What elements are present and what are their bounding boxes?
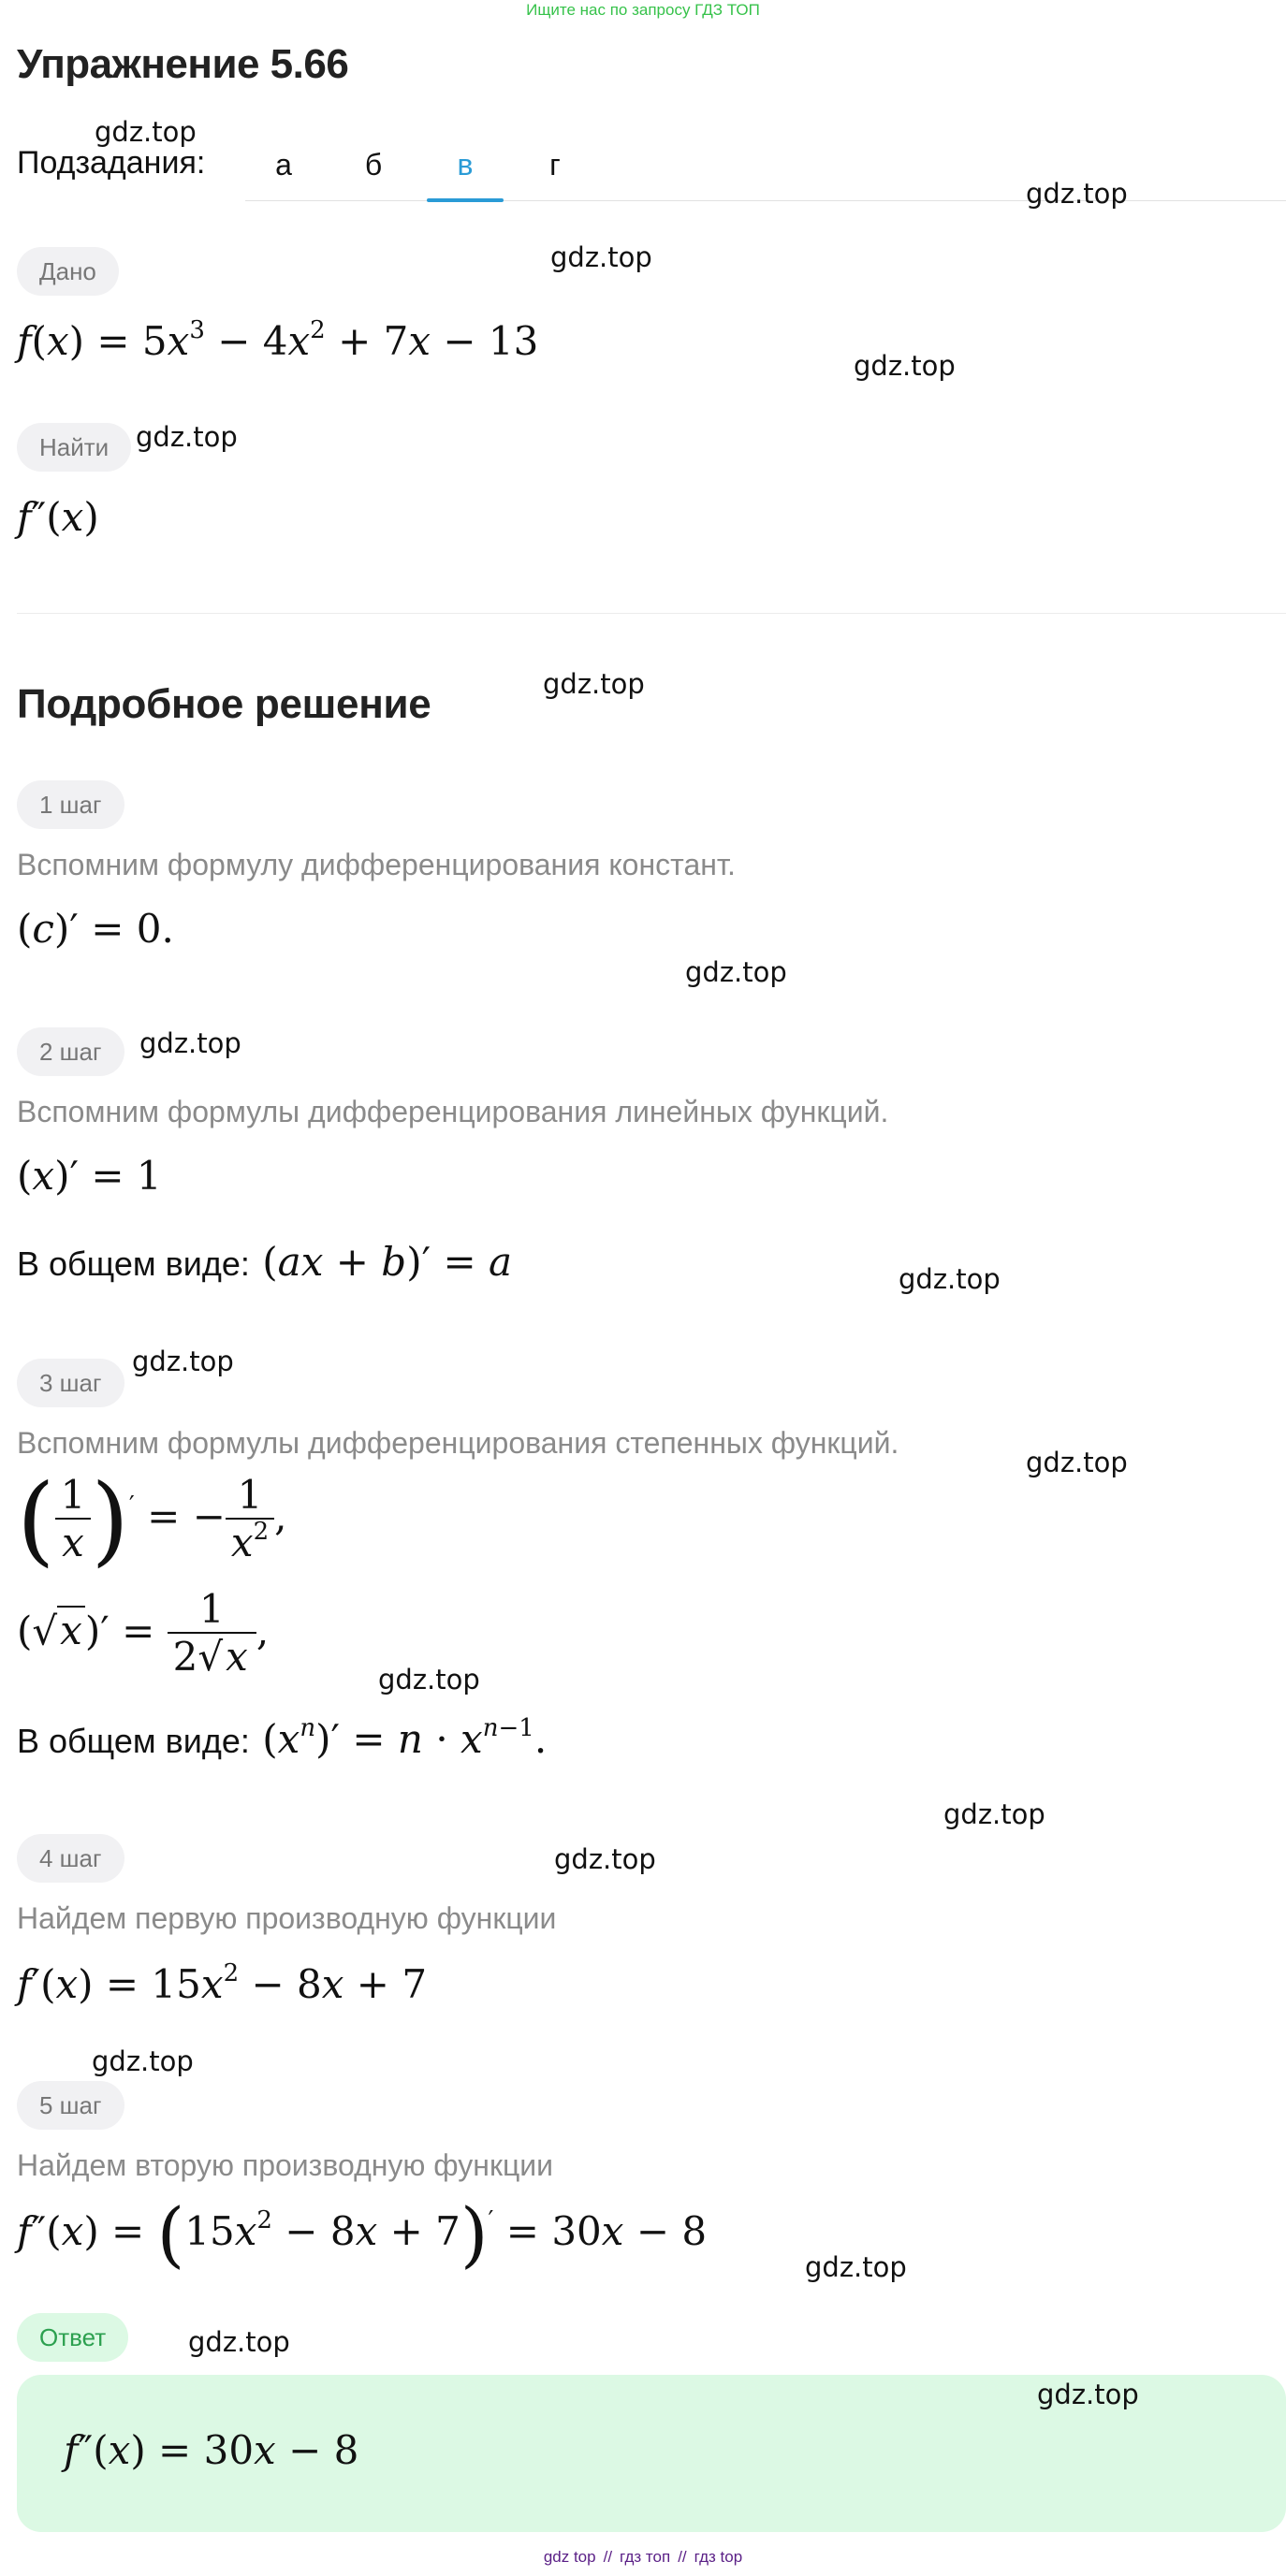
step-2-pill: 2 шаг: [17, 1027, 124, 1076]
tab-v-active[interactable]: в: [427, 131, 504, 201]
watermark: gdz.top: [805, 2251, 907, 2283]
footer-link[interactable]: gdz top: [543, 2548, 596, 2566]
step-2-general: В общем виде: (ax + b)′ = a: [17, 1239, 513, 1285]
watermark: gdz.top: [188, 2326, 290, 2358]
step-5-formula: $f''(x) = (15x^2 - 8x + 7)' = 30x - 8$: [17, 2192, 708, 2276]
step-4-text: Найдем первую производную функции: [17, 1901, 557, 1935]
step-2-formula: (x)′ = 1: [17, 1153, 162, 1199]
step-4-formula: $f'(x) = 15x^2 - 8x + 7$: [17, 1959, 428, 2007]
tab-b[interactable]: б: [364, 148, 383, 182]
step-5-text: Найдем вторую производную функции: [17, 2148, 554, 2182]
section-divider: [17, 613, 1286, 614]
watermark: gdz.top: [543, 668, 645, 700]
watermark: gdz.top: [550, 241, 652, 273]
step-5-pill: 5 шаг: [17, 2081, 124, 2130]
subtasks-label: Подзадания:: [17, 145, 206, 181]
step-2-general-label: В общем виде:: [17, 1244, 250, 1283]
footer-links: [0, 2548, 1286, 2567]
answer-pill: Ответ: [17, 2313, 128, 2362]
watermark: gdz.top: [1037, 2379, 1139, 2410]
footer-separator: //: [603, 2548, 613, 2566]
solution-title: Подробное решение: [17, 681, 431, 727]
watermark: gdz.top: [899, 1263, 1001, 1295]
watermark: gdz.top: [1026, 1447, 1128, 1478]
step-1-text: Вспомним формулу дифференцирования констант.: [17, 848, 736, 881]
watermark: gdz.top: [685, 956, 787, 988]
tab-g[interactable]: г: [549, 148, 561, 182]
footer-separator: //: [678, 2548, 687, 2566]
step-3-formula-sqrt: (√x)′ = $\frac{1}{2√x}$ ,: [17, 1586, 270, 1681]
tab-a[interactable]: а: [275, 148, 292, 182]
subtask-tabs: [245, 131, 1286, 201]
footer-link[interactable]: гдз top: [694, 2548, 743, 2566]
answer-formula: f″(x) = 30x − 8: [64, 2427, 359, 2473]
watermark: gdz.top: [854, 350, 956, 382]
step-4-pill: 4 шаг: [17, 1834, 124, 1883]
page-title: Упражнение 5.66: [17, 41, 349, 87]
step-1-formula: (c)′ = 0.: [17, 906, 174, 952]
top-banner: Ищите нас по запросу ГДЗ ТОП: [526, 1, 760, 19]
watermark: gdz.top: [1026, 178, 1128, 210]
step-3-general-label: В общем виде:: [17, 1722, 250, 1760]
step-2-text: Вспомним формулы дифференцирования линейных функций.: [17, 1095, 889, 1128]
watermark: gdz.top: [132, 1346, 234, 1377]
step-3-general: В общем виде: $(x^n)' = n \cdot x^{n-1}$.: [17, 1714, 548, 1762]
find-formula: f″(x): [17, 494, 99, 540]
step-3-formula-reciprocal: ( $\frac{1}{x}$ )′ = − $\frac{1}{x^2}$ ,: [17, 1463, 287, 1577]
find-pill: Найти: [17, 423, 131, 472]
watermark: gdz.top: [554, 1843, 656, 1875]
watermark: gdz.top: [139, 1027, 241, 1059]
given-formula: $f(x) = 5x^3 - 4x^2 + 7x - 13$: [17, 316, 539, 364]
watermark: gdz.top: [92, 2045, 194, 2077]
watermark: gdz.top: [378, 1664, 480, 1696]
footer-link[interactable]: гдз топ: [620, 2548, 671, 2566]
given-pill: Дано: [17, 247, 119, 296]
step-3-pill: 3 шаг: [17, 1359, 124, 1407]
step-1-pill: 1 шаг: [17, 780, 124, 829]
watermark: gdz.top: [95, 116, 197, 148]
watermark: gdz.top: [943, 1798, 1045, 1830]
watermark: gdz.top: [136, 421, 238, 453]
step-3-text: Вспомним формулы дифференцирования степенных функций.: [17, 1426, 899, 1460]
